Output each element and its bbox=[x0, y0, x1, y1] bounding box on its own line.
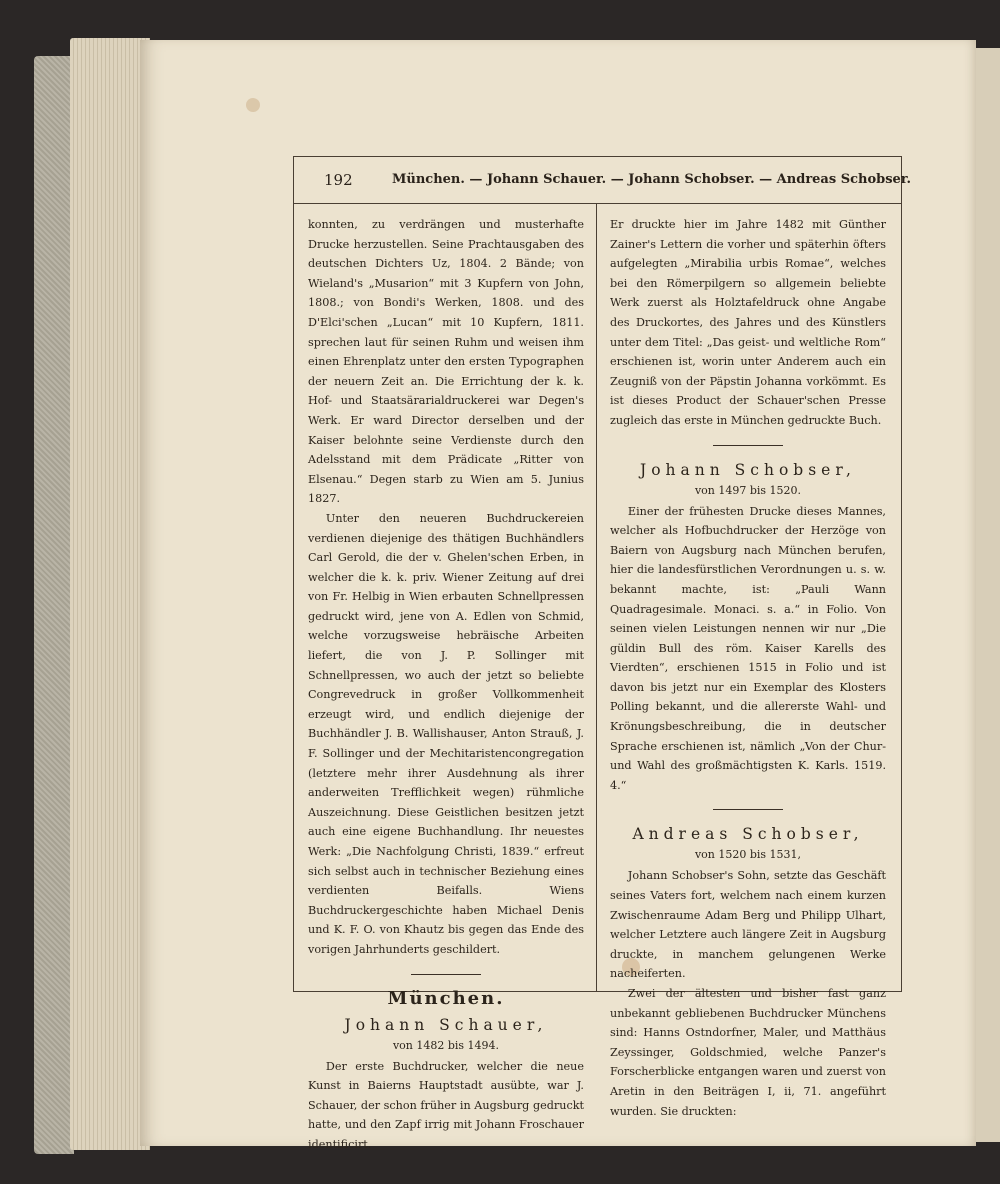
foxing-stain bbox=[246, 98, 260, 112]
paragraph: Einer der frühesten Drucke dieses Mannes, welcher als Hofbuchdrucker der Herzöge von Baiern von Augsburg nach München berufen, hier die landesfürstlichen Verordnungen u. s. w. bekannt machte, ist: „Pauli Wann Quadragesimale. Monaci. s. a.“ in Folio. Von seinen vielen Leistungen nennen wir nur „Die güldin Bull des röm. Kaiser Karells des Vierdten“, erschienen 1515 in Folio und ist davon bis jetzt nur ein Exemplar des Klosters Polling bekannt, und die allererste Wahl- und Krönungsbeschreibung, die in deutscher Sprache erschienen ist, nämlich „Von der Chur- und Wahl des großmächtigsten K. Karls. 1519. 4.“ bbox=[610, 504, 886, 792]
section-printer-heading: Andreas Schobser, bbox=[632, 825, 864, 844]
right-column bbox=[610, 215, 886, 1121]
paragraph: Unter den neueren Buchdruckereien verdienen diejenige des thätigen Buchhändlers Carl Gerold, die der v. Ghelen'schen Erben, in welcher die k. k. priv. Wiener Zeitung auf drei von Fr. Helbig in Wien erbauten Schnellpressen gedruckt wird, jene von A. Edlen von Schmid, welche vorzugsweise hebräische Arbeiten liefert, die von J. P. Sollinger mit Schnellpressen, wo auch der jetzt so beliebte Congrevedruck in großer Vollkommenheit erzeugt wird, und endlich diejenige der Buchhändler J. B. Wallishauser, Anton Strauß, J. F. Sollinger und der Mechitaristencongregation (letztere mehr ihrer Ausdehnung als ihrer anderweiten Trefflichkeit wegen) rühmliche Auszeichnung. Diese Geistlichen besitzen jetzt auch eine eigene Buchhandlung. Ihr neuestes Werk: „Die Nachfolgung Christi, 1839.“ erfreut sich selbst auch in technischer Beziehung eines verdienten Beifalls. Wiens Buchdruckergeschichte haben Michael Denis und K. F. O. von Khautz bis gegen das Ende des vorigen Jahrhunderts geschildert. bbox=[308, 511, 584, 956]
book-cover-cloth bbox=[34, 56, 74, 1154]
section-rule bbox=[411, 974, 481, 975]
section-years: von 1520 bis 1531, bbox=[694, 848, 802, 862]
page-header bbox=[294, 157, 911, 204]
paragraph: Johann Schobser's Sohn, setzte das Geschäft seines Vaters fort, welchem nach einem kurzen Zwischenraume Adam Berg und Philipp Ulhart, welcher Letztere auch längere Zeit in Augsburg druckte, in manchem gelungenen Werke nacheiferten. bbox=[610, 869, 886, 981]
page-edges bbox=[70, 38, 150, 1150]
text-frame bbox=[293, 156, 911, 1151]
section-printer-heading: Johann Schobser, bbox=[640, 460, 856, 479]
left-column bbox=[308, 215, 584, 1155]
page-number: 192 bbox=[324, 171, 353, 189]
paragraph: Der erste Buchdrucker, welcher die neue Kunst in Baierns Hauptstadt ausübte, war J. Schauer, der schon früher in Augsburg gedruckt hatte, und den Zapf irrig mit Johann Froschauer identificirt. bbox=[308, 1059, 584, 1151]
paragraph: konnten, zu verdrängen und musterhafte Drucke herzustellen. Seine Prachtausgaben des deutschen Dichters Uz, 1804. 2 Bände; von Wieland's „Musarion“ mit 3 Kupfern von John, 1808.; von Bondi's Werken, 1808. und des D'Elci'schen „Lucan“ mit 10 Kupfern, 1811. sprechen laut für seinen Ruhm und weisen ihm einen Ehrenplatz unter den ersten Typographen der neuern Zeit an. Die Errichtung der k. k. Hof- und Staatsärarialdruckerei war Degen's Werk. Er ward Director derselben und der Kaiser belohnte seine Verdienste durch den Adelsstand mit dem Prädicate „Ritter von Elsenau.“ Degen starb zu Wien am 5. Junius 1827. bbox=[308, 218, 584, 506]
section-city-heading: München. bbox=[387, 987, 505, 1009]
section-rule bbox=[713, 445, 783, 446]
column-divider bbox=[596, 203, 597, 991]
paragraph: Zwei der ältesten und bisher fast ganz unbekannt gebliebenen Buchdrucker Münchens sind: Hanns Ostndorfner, Maler, und Matthäus Zeyssinger, Goldschmied, welche Panzer's Forscherblicke entgangen waren und zuerst von Aretin in den Beiträgen I, ii, 71. angeführt wurden. Sie druckten: bbox=[610, 987, 886, 1118]
facing-page-edge bbox=[976, 48, 1000, 1142]
paragraph: Er druckte hier im Jahre 1482 mit Günther Zainer's Lettern die vorher und späterhin öfters aufgelegten „Mirabilia urbis Romae“, welches bei den Römerpilgern so allgemein beliebte Werk zuerst als Holztafeldruck ohne Angabe des Druckortes, des Jahres und des Künstlers unter dem Titel: „Das geist- und weltliche Rom“ erschienen ist, worin unter Anderem auch ein Zeugniß von der Päpstin Johanna vorkömmt. Es ist dieses Product der Schauer'schen Presse zugleich das erste in München gedruckte Buch. bbox=[610, 218, 886, 427]
running-title: München. — Johann Schauer. — Johann Schobser. — Andreas Schobser. bbox=[392, 172, 911, 187]
section-years: von 1482 bis 1494. bbox=[392, 1038, 500, 1052]
section-years: von 1497 bis 1520. bbox=[694, 483, 802, 497]
section-printer-heading: Johann Schauer, bbox=[344, 1015, 548, 1034]
section-rule bbox=[713, 809, 783, 810]
